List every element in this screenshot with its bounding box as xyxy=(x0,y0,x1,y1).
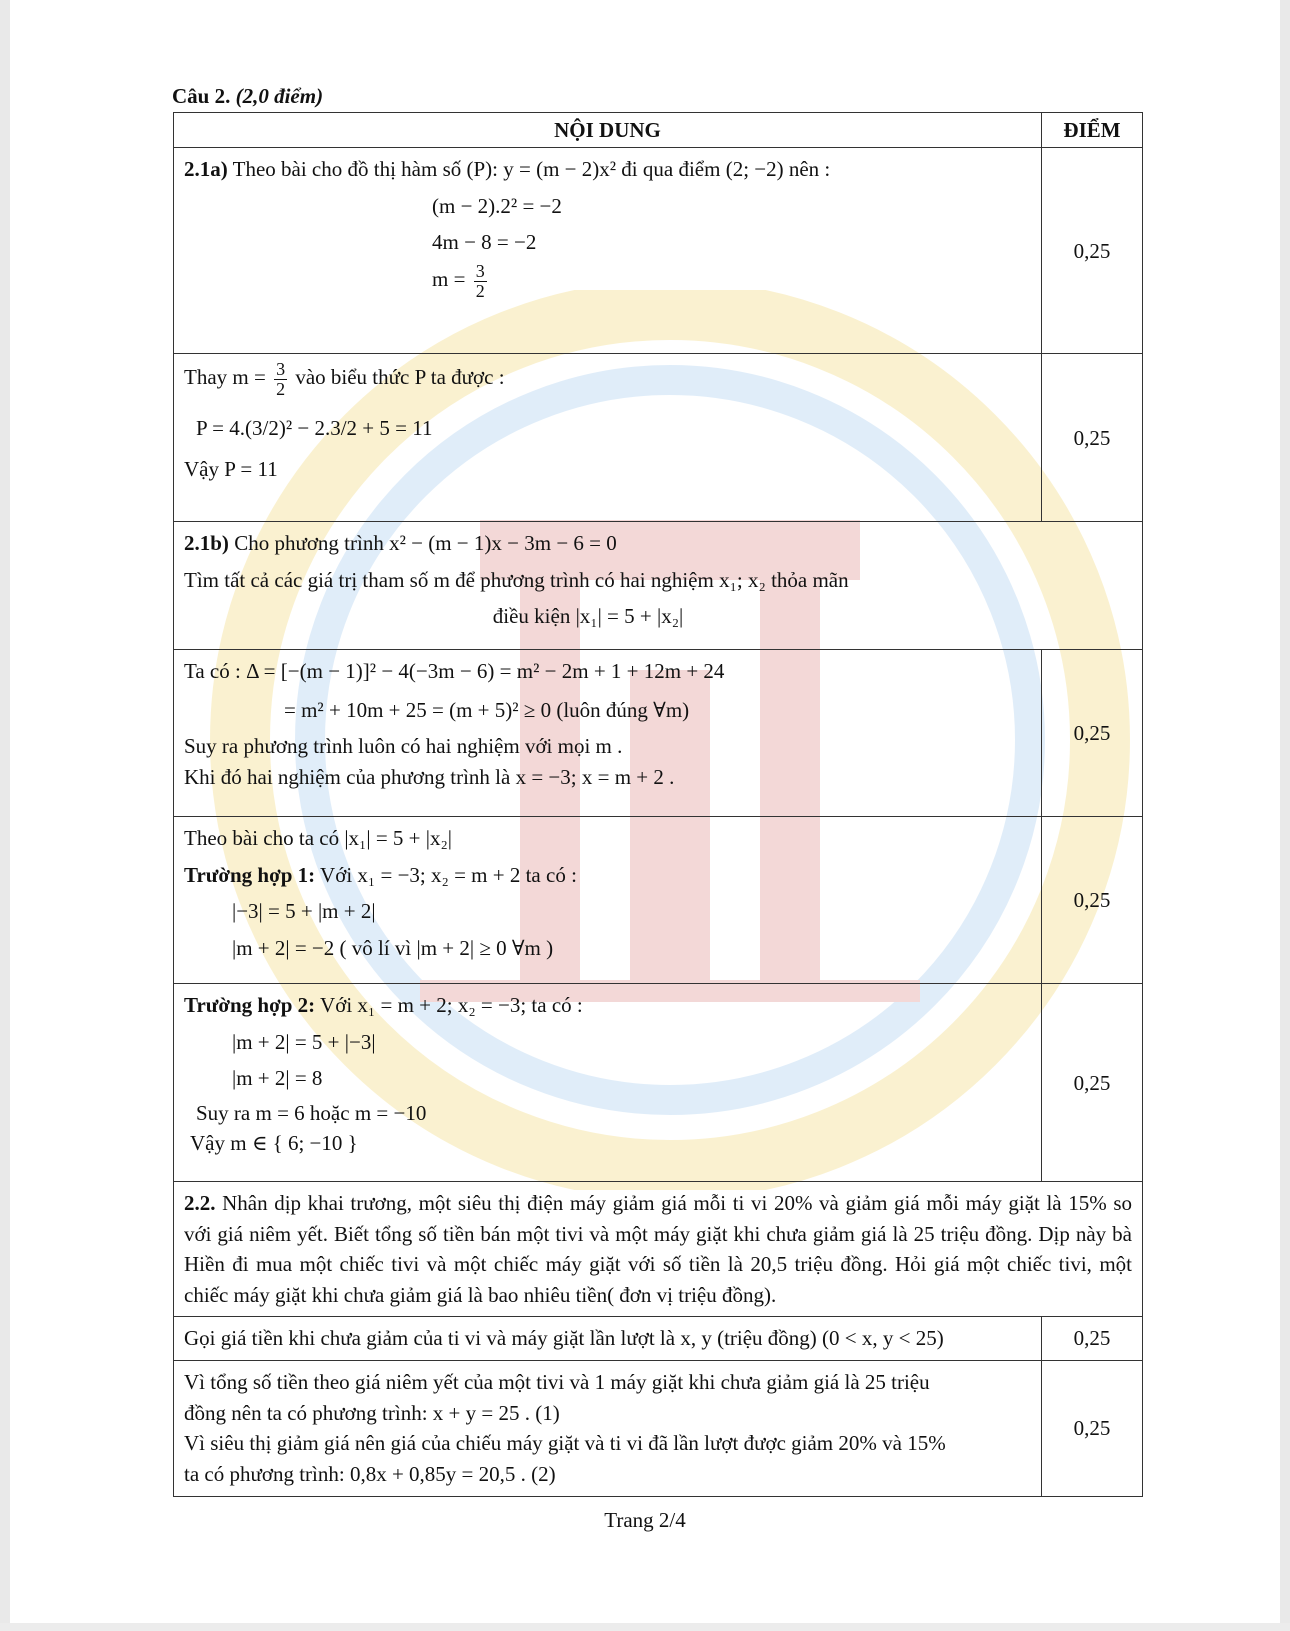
numerator: 3 xyxy=(475,260,485,281)
table-row xyxy=(174,148,1143,354)
text-line: Tìm tất cả các giá trị tham số m để phương trình có hai nghiệm x₁; x₂ thỏa mãn xyxy=(184,567,849,592)
text-line: Theo bài cho đồ thị hàm số (P): y = (m − 2)x² đi qua điểm (2; −2) nên : xyxy=(232,157,831,182)
part-tag: 2.2. xyxy=(184,1191,216,1216)
case-tag: Trường hợp 1: xyxy=(184,862,316,887)
table-row xyxy=(174,817,1143,984)
text-line: Suy ra phương trình luôn có hai nghiệm với mọi m . xyxy=(184,734,623,759)
score-cell: 0,25 xyxy=(1042,148,1143,354)
text-line: Suy ra m = 6 hoặc m = −10 xyxy=(196,1100,427,1125)
text-line: điều kiện |x₁| = 5 + |x₂| xyxy=(492,604,684,629)
content-cell xyxy=(174,1361,1042,1497)
score-cell: 0,25 xyxy=(1042,1361,1143,1497)
math-line: |m + 2| = 8 xyxy=(232,1066,323,1091)
content-cell xyxy=(174,354,1042,522)
math-text: m = xyxy=(432,266,466,291)
fraction xyxy=(474,262,487,301)
score-cell: 0,25 xyxy=(1042,354,1143,522)
denominator: 2 xyxy=(276,379,286,400)
table-row xyxy=(174,650,1143,817)
text-line: Vì tổng số tiền theo giá niêm yết của một tivi và 1 máy giặt khi chưa giảm giá là 25 triệu xyxy=(184,1370,930,1395)
answer-table xyxy=(173,112,1143,1497)
numerator: 3 xyxy=(276,359,286,380)
text-line: Khi đó hai nghiệm của phương trình là x = −3; x = m + 2 . xyxy=(184,764,675,789)
table-row xyxy=(174,522,1143,650)
table-row xyxy=(174,354,1143,522)
problem-cell xyxy=(174,1182,1143,1317)
header-score: ĐIỂM xyxy=(1042,113,1143,148)
text-line xyxy=(184,360,1031,399)
text-line: Vì siêu thị giảm giá nên giá của chiếu máy giặt và ti vi đã lần lượt được giảm 20% và 15% xyxy=(184,1431,946,1456)
score-cell: 0,25 xyxy=(1042,984,1143,1182)
text-line: đồng nên ta có phương trình: x + y = 25 . (1) xyxy=(184,1400,560,1425)
header-content: NỘI DUNG xyxy=(174,113,1042,148)
table-row xyxy=(174,1361,1143,1497)
math-line: (m − 2).2² = −2 xyxy=(432,193,562,218)
score-cell: 0,25 xyxy=(1042,650,1143,817)
scan-border-bottom xyxy=(0,1623,1290,1631)
text-line: Gọi giá tiền khi chưa giảm của ti vi và máy giặt lần lượt là x, y (triệu đồng) (0 < x, y < 25) xyxy=(184,1326,944,1351)
math-line xyxy=(184,262,1031,301)
math-line: |−3| = 5 + |m + 2| xyxy=(232,899,376,924)
part-tag: 2.1a) xyxy=(184,157,228,182)
text-line: ta có phương trình: 0,8x + 0,85y = 20,5 . (2) xyxy=(184,1461,556,1486)
text-part: vào biểu thức P ta được : xyxy=(295,365,505,390)
table-header-row xyxy=(174,113,1143,148)
content-cell xyxy=(174,817,1042,984)
text-line: Với x₁ = −3; x₂ = m + 2 ta có : xyxy=(320,862,577,887)
math-line: |m + 2| = −2 ( vô lí vì |m + 2| ≥ 0 ∀m ) xyxy=(232,935,554,960)
denominator: 2 xyxy=(475,280,485,301)
math-line: = m² + 10m + 25 = (m + 5)² ≥ 0 (luôn đúng ∀m) xyxy=(284,697,690,722)
text-line: Cho phương trình x² − (m − 1)x − 3m − 6 = 0 xyxy=(234,531,617,556)
question-heading xyxy=(172,84,323,109)
question-points: (2,0 điểm) xyxy=(235,84,324,108)
fraction xyxy=(274,360,287,399)
content-cell xyxy=(174,650,1042,817)
question-label: Câu 2. xyxy=(172,84,231,108)
text-part: Thay m = xyxy=(184,365,266,390)
score-cell: 0,25 xyxy=(1042,817,1143,984)
text-line: Vậy m ∈ { 6; −10 } xyxy=(190,1131,358,1156)
score-cell: 0,25 xyxy=(1042,1317,1143,1361)
problem-cell xyxy=(174,522,1143,650)
math-line: Theo bài cho ta có |x₁| = 5 + |x₂| xyxy=(184,826,452,851)
math-line: Ta có : Δ = [−(m − 1)]² − 4(−3m − 6) = m² − 2m + 1 + 12m + 24 xyxy=(184,659,725,684)
table-row xyxy=(174,984,1143,1182)
scan-border-right xyxy=(1280,0,1290,1631)
content-cell xyxy=(174,984,1042,1182)
text-line: Vậy P = 11 xyxy=(184,456,278,481)
content-cell xyxy=(174,1317,1042,1361)
page-number: Trang 2/4 xyxy=(604,1508,686,1532)
content-cell xyxy=(174,148,1042,354)
scan-border-left xyxy=(0,0,10,1631)
problem-text: Nhân dịp khai trương, một siêu thị điện máy giảm giá mỗi ti vi 20% và giảm giá mỗi máy giặt là 15% so với giá niêm yết. Biết tổng số tiền bán một tivi và một máy giặt khi chưa giảm giá là 25 triệu đồng. Dịp này bà Hiền đi mua một chiếc tivi và một chiếc máy giặt với số tiền là 20,5 triệu đồng. Hỏi giá một chiếc tivi, một chiếc máy giặt khi chưa giảm giá là bao nhiêu tiền( đơn vị triệu đồng). xyxy=(184,1191,1132,1307)
table-row xyxy=(174,1182,1143,1317)
part-tag: 2.1b) xyxy=(184,531,229,556)
text-line: Với x₁ = m + 2; x₂ = −3; ta có : xyxy=(320,993,583,1018)
math-line: 4m − 8 = −2 xyxy=(432,230,537,255)
case-tag: Trường hợp 2: xyxy=(184,993,316,1018)
math-line: P = 4.(3/2)² − 2.3/2 + 5 = 11 xyxy=(196,416,433,441)
math-line: |m + 2| = 5 + |−3| xyxy=(232,1029,376,1054)
table-row xyxy=(174,1317,1143,1361)
